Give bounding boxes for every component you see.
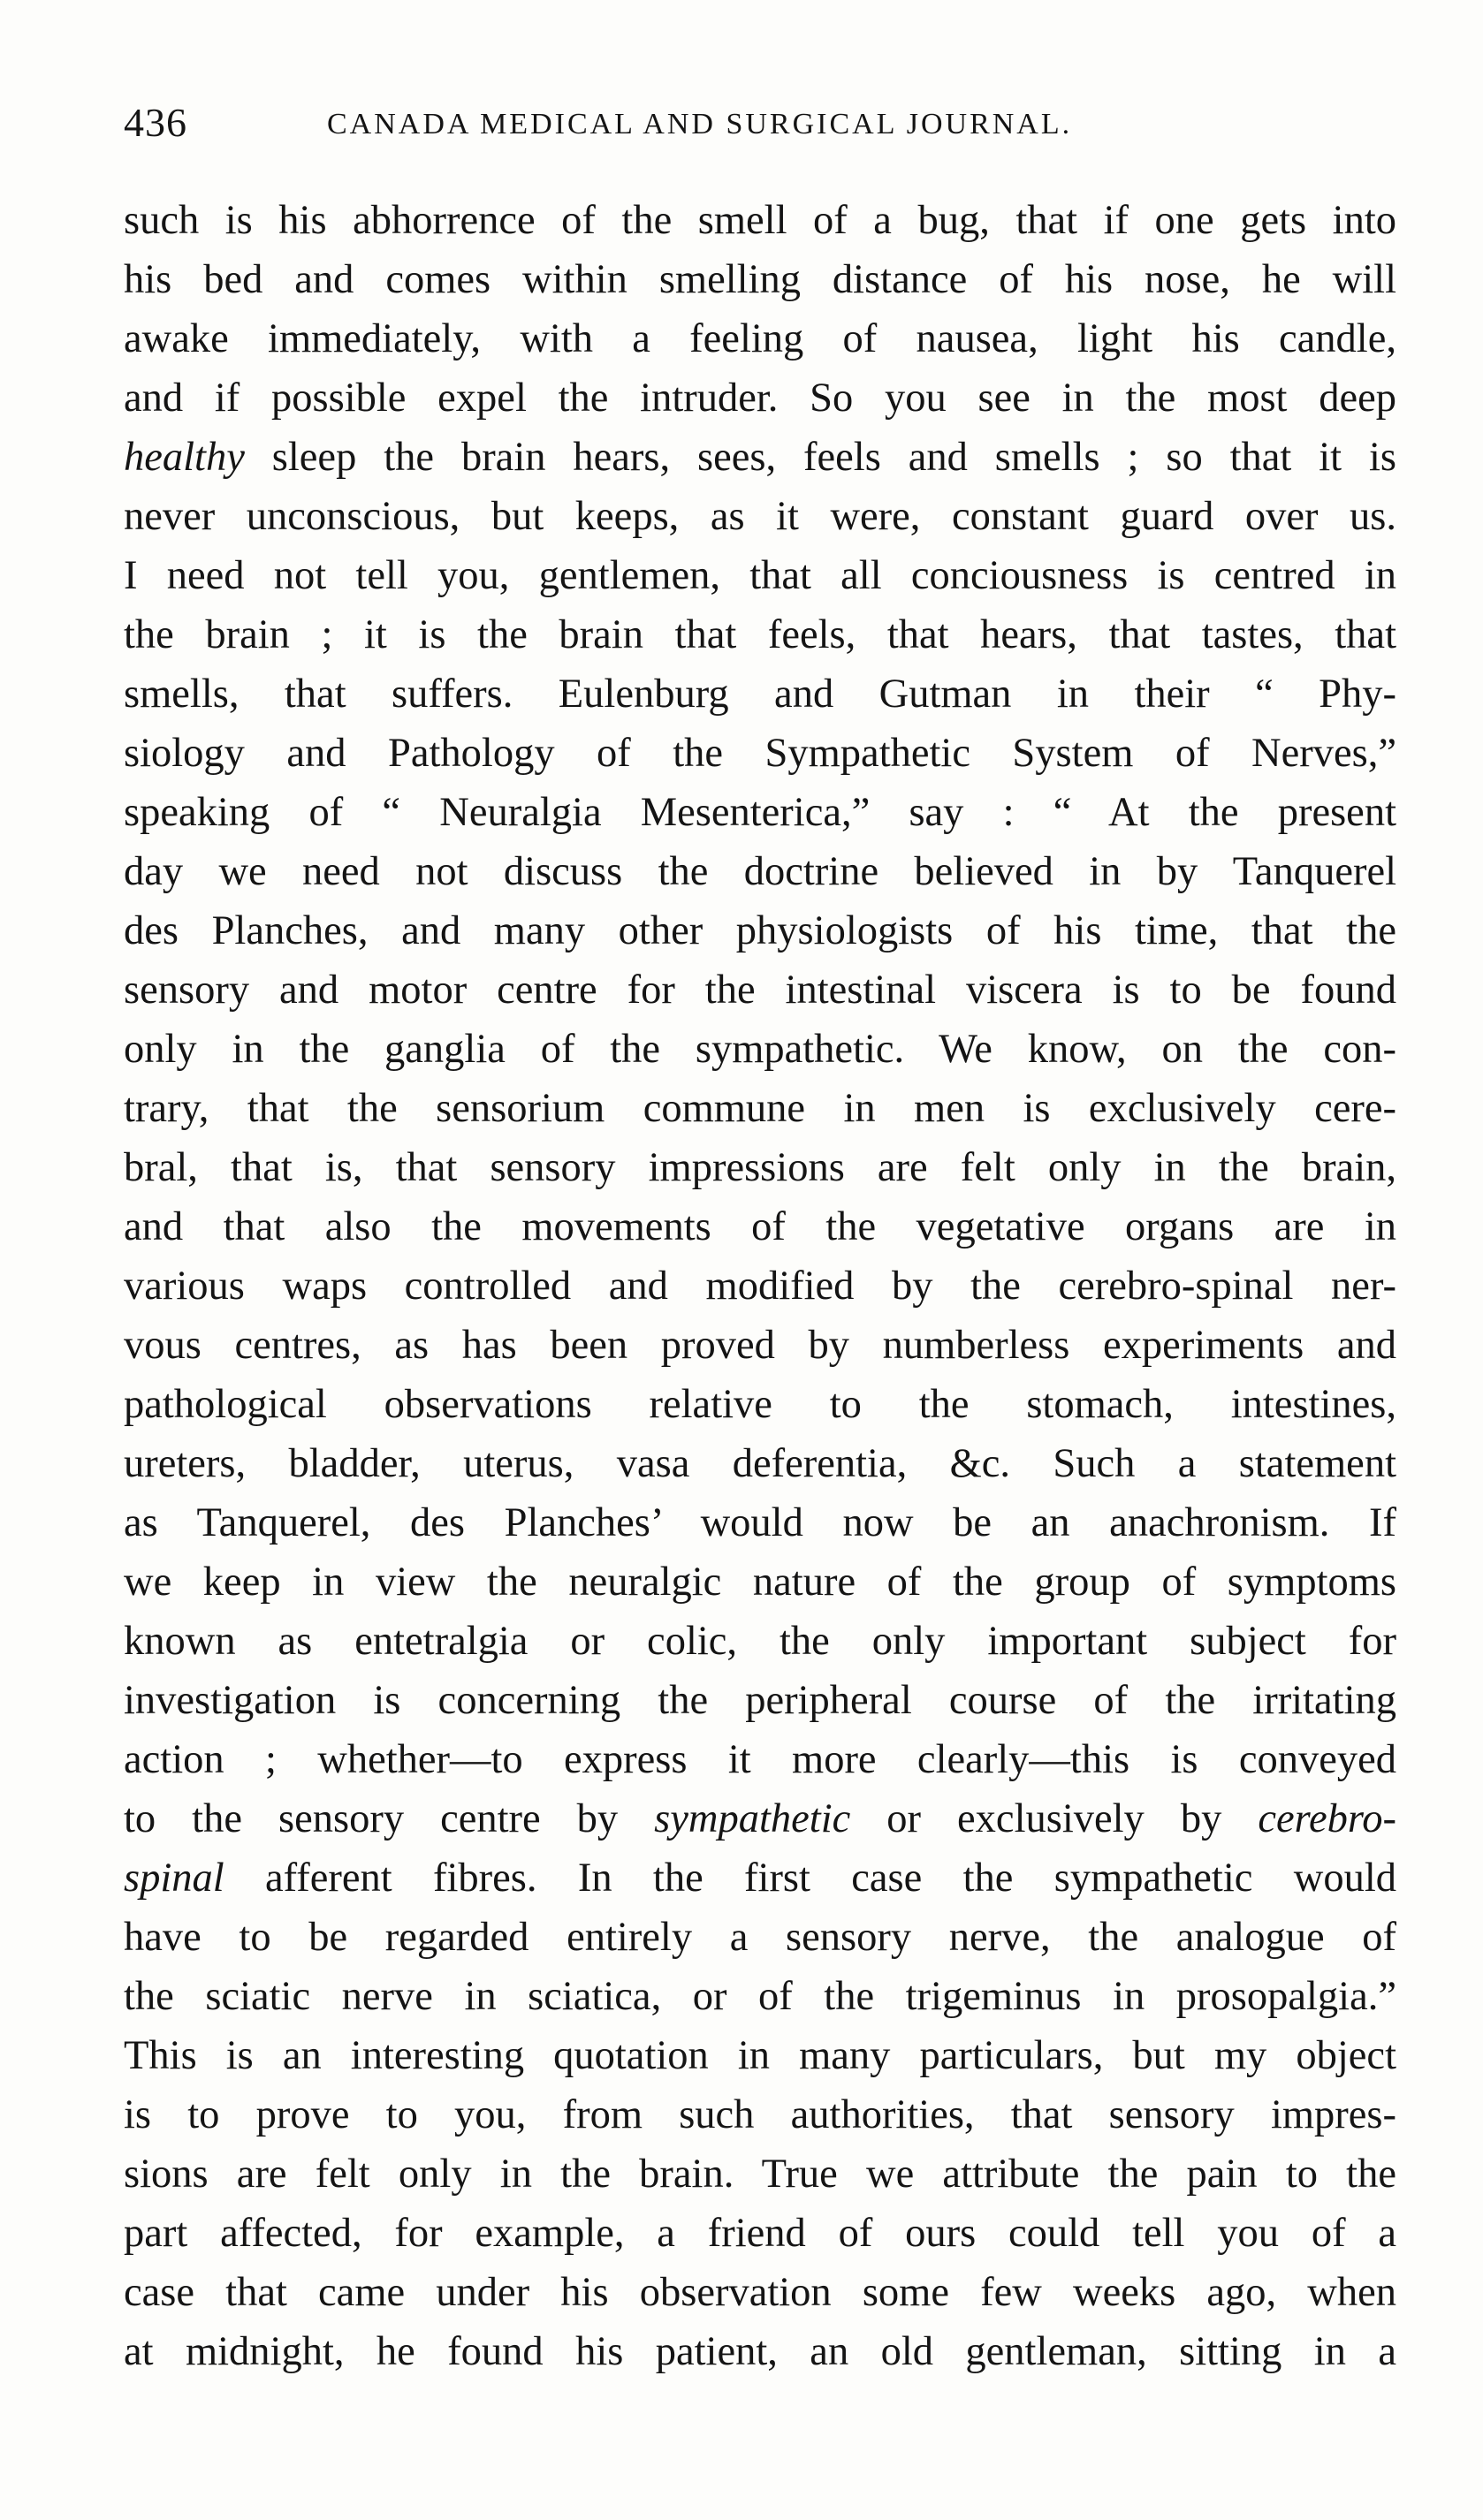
text-line <box>124 2085 1396 2144</box>
text-segment: sensory and motor centre for the intestinal viscera is to be found <box>124 968 1396 1013</box>
text-segment: or exclusively by <box>850 1796 1259 1841</box>
text-line <box>124 1612 1396 1671</box>
text-line <box>124 428 1396 487</box>
text-line <box>124 960 1396 1020</box>
text-segment: bral, that is, that sensory impressions are felt only in the brain, <box>124 1145 1396 1190</box>
text-line <box>124 1316 1396 1375</box>
text-segment: as Tanquerel, des Planches’ would now be an anachronism. If <box>124 1500 1396 1545</box>
text-segment: part affected, for example, a friend of ours could tell you of a <box>124 2211 1396 2256</box>
text-segment: sions are felt only in the brain. True we attribute the pain to the <box>124 2152 1396 2197</box>
text-segment: des Planches, and many other physiologists of his time, that the <box>124 908 1396 953</box>
text-line <box>124 1197 1396 1256</box>
text-segment: speaking of “ Neuralgia Mesenterica,” say : “ At the present <box>124 790 1396 835</box>
text-line <box>124 664 1396 724</box>
text-line <box>124 783 1396 842</box>
text-line <box>124 2322 1396 2381</box>
text-segment: case that came under his observation some few weeks ago, when <box>124 2270 1396 2315</box>
text-segment: investigation is concerning the peripheral course of the irritating <box>124 1678 1396 1723</box>
page-number: 436 <box>124 100 187 145</box>
italic-text: spinal <box>124 1856 224 1901</box>
text-line <box>124 2026 1396 2085</box>
text-line <box>124 1671 1396 1730</box>
text-line <box>124 191 1396 250</box>
text-line <box>124 309 1396 368</box>
text-segment: known as entetralgia or colic, the only important subject for <box>124 1619 1396 1664</box>
text-segment: trary, that the sensorium commune in men is exclusively cere- <box>124 1086 1396 1131</box>
text-line <box>124 2144 1396 2204</box>
text-segment: the sciatic nerve in sciatica, or of the trigeminus in prosopalgia.” <box>124 1974 1396 2019</box>
text-line <box>124 546 1396 605</box>
text-segment: afferent fibres. In the first case the sympathetic would <box>224 1856 1396 1901</box>
text-segment: I need not tell you, gentlemen, that all conciousness is centred in <box>124 553 1396 598</box>
text-line <box>124 605 1396 664</box>
text-segment: and that also the movements of the vegetative organs are in <box>124 1204 1396 1249</box>
text-segment: pathological observations relative to the stomach, intestines, <box>124 1382 1396 1427</box>
text-segment: awake immediately, with a feeling of nausea, light his candle, <box>124 316 1396 361</box>
text-line <box>124 842 1396 901</box>
text-line <box>124 250 1396 309</box>
text-line <box>124 1908 1396 1967</box>
text-segment: such is his abhorrence of the smell of a bug, that if one gets into <box>124 198 1396 243</box>
text-segment: to the sensory centre by <box>124 1796 655 1841</box>
body-text <box>124 191 1396 2381</box>
text-segment: his bed and comes within smelling distance of his nose, he will <box>124 257 1396 302</box>
text-line <box>124 1967 1396 2026</box>
text-segment: day we need not discuss the doctrine believed in by Tanquerel <box>124 849 1396 894</box>
text-line <box>124 2263 1396 2322</box>
text-line <box>124 368 1396 428</box>
text-line <box>124 724 1396 783</box>
text-segment: sleep the brain hears, sees, feels and smells ; so that it is <box>244 435 1396 480</box>
text-line <box>124 1730 1396 1789</box>
text-segment: vous centres, as has been proved by numberless experiments and <box>124 1323 1396 1368</box>
text-segment: various waps controlled and modified by the cerebro-spinal ner- <box>124 1264 1396 1309</box>
running-head <box>124 99 1396 152</box>
text-line <box>124 1375 1396 1434</box>
text-line <box>124 1434 1396 1493</box>
italic-text: sympathetic <box>654 1796 851 1841</box>
text-line <box>124 1493 1396 1552</box>
text-segment: action ; whether—to express it more clearly—this is conveyed <box>124 1737 1396 1782</box>
text-segment: we keep in view the neuralgic nature of the group of symptoms <box>124 1560 1396 1605</box>
text-segment: siology and Pathology of the Sympathetic System of Nerves,” <box>124 731 1396 776</box>
text-line <box>124 1789 1396 1848</box>
text-segment: have to be regarded entirely a sensory nerve, the analogue of <box>124 1915 1396 1960</box>
text-segment: ureters, bladder, uterus, vasa deferentia, &c. Such a statement <box>124 1441 1396 1486</box>
text-segment: and if possible expel the intruder. So you see in the most deep <box>124 376 1396 421</box>
italic-text: cerebro- <box>1258 1796 1396 1841</box>
text-line <box>124 1020 1396 1079</box>
text-segment: only in the ganglia of the sympathetic. We know, on the con- <box>124 1027 1396 1072</box>
text-segment: is to prove to you, from such authorities, that sensory impres- <box>124 2092 1396 2137</box>
text-segment: the brain ; it is the brain that feels, that hears, that tastes, that <box>124 612 1396 657</box>
text-line <box>124 1256 1396 1316</box>
journal-title: CANADA MEDICAL AND SURGICAL JOURNAL. <box>327 108 1073 140</box>
text-line <box>124 487 1396 546</box>
italic-text: healthy <box>124 435 245 480</box>
text-line <box>124 901 1396 960</box>
text-segment: at midnight, he found his patient, an old gentleman, sitting in a <box>124 2329 1396 2374</box>
text-line <box>124 1079 1396 1138</box>
text-line <box>124 1138 1396 1197</box>
text-segment: never unconscious, but keeps, as it were, constant guard over us. <box>124 494 1396 539</box>
text-line <box>124 2204 1396 2263</box>
text-line <box>124 1552 1396 1612</box>
text-segment: smells, that suffers. Eulenburg and Gutman in their “ Phy- <box>124 672 1396 717</box>
text-segment: This is an interesting quotation in many particulars, but my object <box>124 2033 1396 2078</box>
text-line <box>124 1848 1396 1908</box>
